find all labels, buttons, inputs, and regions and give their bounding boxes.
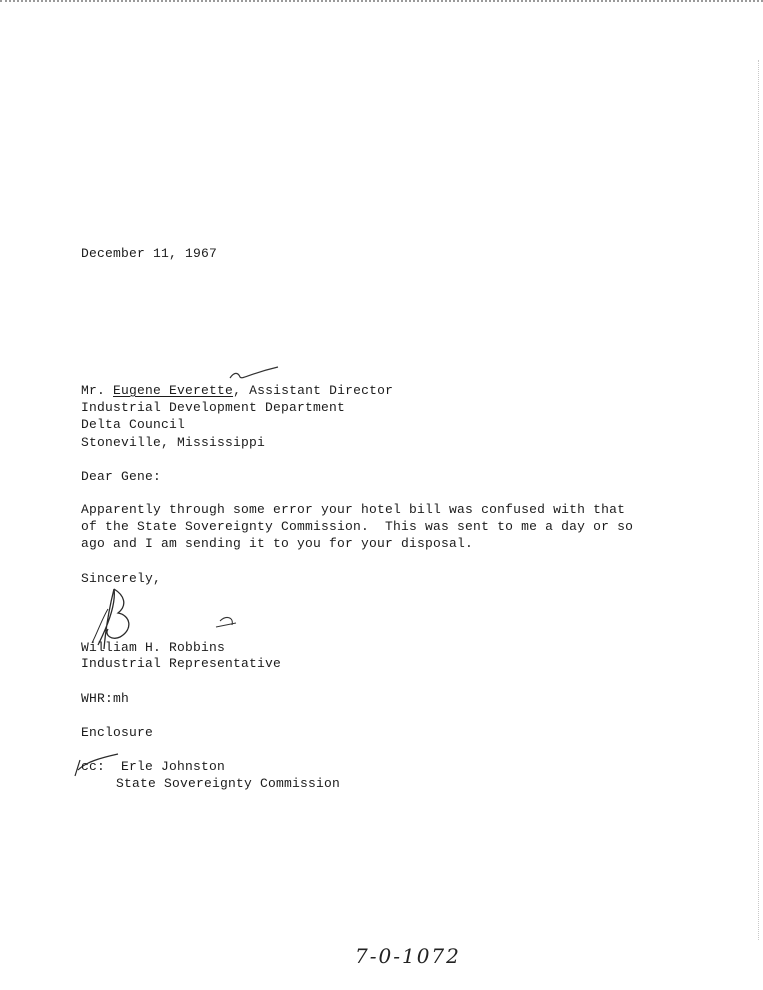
recipient-department: Industrial Development Department (81, 400, 346, 415)
closing: Sincerely, (81, 571, 162, 586)
enclosure-notation: Enclosure (81, 725, 154, 740)
recipient-line (81, 382, 393, 399)
cc-name: Erle Johnston (121, 759, 226, 774)
recipient-name: Eugene Everette (113, 383, 234, 398)
signer-title: Industrial Representative (81, 656, 282, 671)
page-right-edge (756, 60, 759, 940)
letter-date: December 11, 1967 (81, 246, 218, 261)
recipient-location: Stoneville, Mississippi (81, 435, 266, 450)
cc-label: cc: (81, 759, 106, 774)
salutation: Dear Gene: (81, 469, 162, 484)
cc-line (81, 758, 225, 775)
body-line: Apparently through some error your hotel bill was confused with that (81, 502, 626, 517)
body-line: of the State Sovereignty Commission. This was sent to me a day or so (81, 519, 634, 534)
signer-name: William H. Robbins (81, 640, 226, 655)
cc-organization: State Sovereignty Commission (116, 776, 341, 791)
reference-initials: WHR:mh (81, 691, 130, 706)
handwritten-file-number: 7-0-1072 (355, 944, 461, 968)
recipient-position: , Assistant Director (233, 383, 394, 398)
recipient-title: Mr. (81, 383, 106, 398)
handwritten-check-mark (228, 364, 288, 384)
page-top-border (0, 0, 763, 5)
recipient-organization: Delta Council (81, 417, 186, 432)
body-line: ago and I am sending it to you for your disposal. (81, 536, 474, 551)
